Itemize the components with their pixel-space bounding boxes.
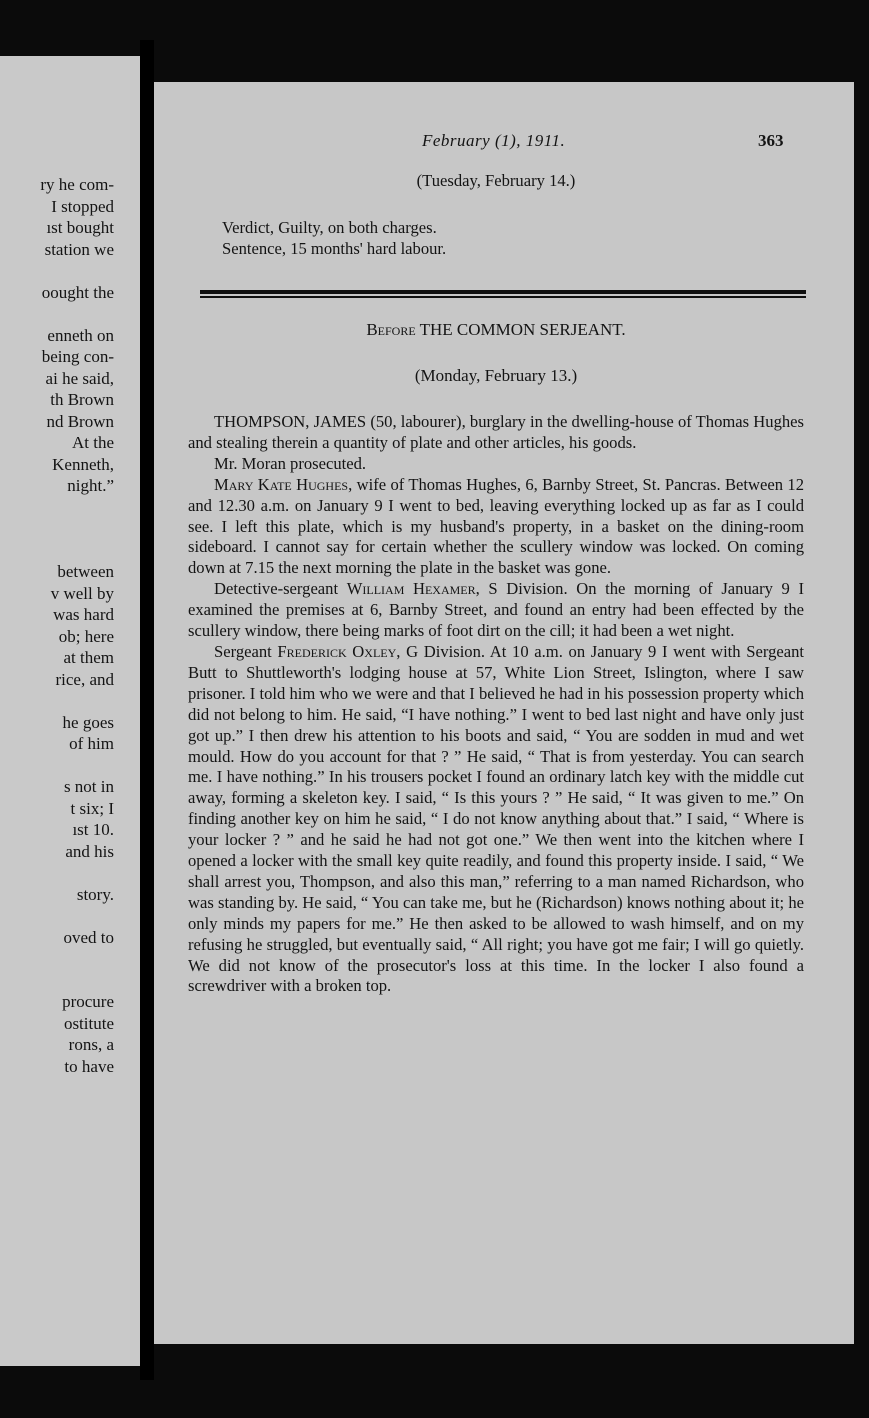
prosecution-counsel: Mr. Moran prosecuted.	[214, 453, 367, 473]
left-page-line: ostitute	[63, 1013, 114, 1033]
left-page-line: to have	[64, 1056, 114, 1076]
witness-name: Mary Kate Hughes	[214, 474, 349, 494]
case-charge: THOMPSON, JAMES (50, labourer), burglary in the dwelling-house of Thomas Hughes and stealing therein a quantity of plate and other articles, his goods.	[188, 412, 804, 452]
left-page-line: nd Brown	[46, 411, 114, 431]
left-page-line: At the	[71, 433, 114, 452]
left-page-line: being con-	[41, 347, 114, 366]
witness-testimony	[188, 579, 804, 642]
left-page-line: I stopped	[51, 196, 114, 216]
left-page-line: ıst bought	[46, 218, 114, 237]
witness-name: Frederick Oxley	[277, 641, 397, 661]
left-page-line: procure	[62, 992, 114, 1011]
left-page-line: and his	[65, 841, 114, 861]
session-date: (Monday, February 13.)	[414, 366, 578, 385]
left-page-line: rons, a	[68, 1035, 114, 1054]
court-heading	[188, 320, 804, 340]
left-facing-page	[0, 56, 140, 1366]
court-heading-main: THE COMMON SERJEANT.	[419, 320, 626, 339]
left-page-line: Kenneth,	[52, 454, 114, 474]
left-page-line: story.	[76, 884, 114, 904]
previous-case-outcome	[222, 218, 838, 260]
left-page-line: ai he said,	[45, 368, 114, 388]
left-page-line: ry he com-	[40, 175, 114, 194]
witness-testimony	[188, 642, 804, 997]
running-head: February (1), 1911.	[422, 131, 566, 150]
left-page-line: th Brown	[50, 390, 114, 409]
right-page	[154, 82, 854, 1344]
left-page-line: was hard	[53, 605, 114, 624]
witness-text: , wife of Thomas Hughes, 6, Barnby Street, St. Pancras. Between 12 and 12.30 a.m. on January 9 I went to bed, leaving everything locked up as far as I could see. I left this plate, which is my husband's property, in a basket on the dining-room sideboard. I cannot say for certain whether the scullery window was locked. On coming down at 7.15 the next morning the plate in the basket was gone.	[188, 474, 804, 578]
section-rule-thick	[200, 290, 806, 294]
page-header	[154, 131, 854, 155]
left-page-line: oved to	[63, 927, 114, 947]
previous-case-date: (Tuesday, February 14.)	[416, 171, 576, 190]
page-number: 363	[758, 131, 784, 150]
left-page-line: s not in	[63, 777, 114, 796]
witness-name: William Hexamer	[346, 579, 476, 599]
left-page-line: of him	[69, 734, 114, 753]
left-page-line: t six; I	[70, 798, 114, 818]
sentence: Sentence, 15 months' hard labour.	[222, 238, 447, 258]
previous-case-block	[188, 171, 804, 192]
left-page-line: station we	[44, 239, 114, 259]
left-page-line: v well by	[50, 583, 114, 603]
witness-testimony	[188, 475, 804, 580]
left-page-line: between	[57, 562, 114, 581]
left-page-line: he goes	[62, 712, 114, 732]
book-gutter	[140, 40, 154, 1380]
left-page-line: oought the	[41, 282, 114, 302]
left-page-line: rice, and	[55, 669, 114, 689]
verdict: Verdict, Guilty, on both charges.	[222, 218, 437, 237]
witness-rank: Detective-sergeant	[214, 579, 347, 599]
left-page-line: enneth on	[47, 325, 114, 345]
witness-text: , S Division. On the morning of January 9 I examined the premises at 6, Barnby Street, and found an entry had been effected by the scullery window, there being marks of foot dirt on the cill; it had been a wet night.	[188, 579, 805, 641]
left-page-line: ob; here	[58, 626, 114, 646]
case-body	[188, 412, 804, 997]
witness-rank: Sergeant	[214, 641, 278, 661]
left-page-line: ıst 10.	[72, 820, 114, 839]
left-page-line: at them	[63, 648, 114, 667]
section-rule-thin	[200, 296, 806, 298]
left-page-line: night.”	[67, 476, 114, 495]
witness-text: , G Division. At 10 a.m. on January 9 I went with Sergeant Butt to Shuttleworth's lodging house at 57, White Lion Street, Islington, where I saw prisoner. I told him who we were and that I believed he had in his possession property which did not belong to him. He said, “I have nothing.” I went to bed last night and have only just got up.” I then drew his attention to his boots and said, “ You are sodden in mud and wet mould. How do you account for that ? ” He said, “ That is from yesterday. You can search me. I have nothing.” In his trousers pocket I found an ordinary latch key with the middle cut away, forming a skeleton key. I said, “ Is this yours ? ” He said, “ It was given to me.” On finding another key on him he said, “ I do not know anything about that.” I said, “ Where is your locker ? ” and he said he had not got one.” We then went into the kitchen where I opened a locker with the small key quite readily, and found this property inside. I said, “ We shall arrest you, Thompson, and also this man,” referring to a man named Richardson, who was standing by. He said, “ You can take me, but he (Richardson) knows nothing about it; he only minds my papers for me.” He then asked to be allowed to wash himself, and on my refusing he struggled, but eventually said, “ All right; you have got me fair; I will go quietly. We did not know of the prosecutor's loss at this time. In the locker I also found a screwdriver with a broken top.	[188, 641, 805, 996]
court-heading-prefix: Before	[366, 320, 416, 339]
